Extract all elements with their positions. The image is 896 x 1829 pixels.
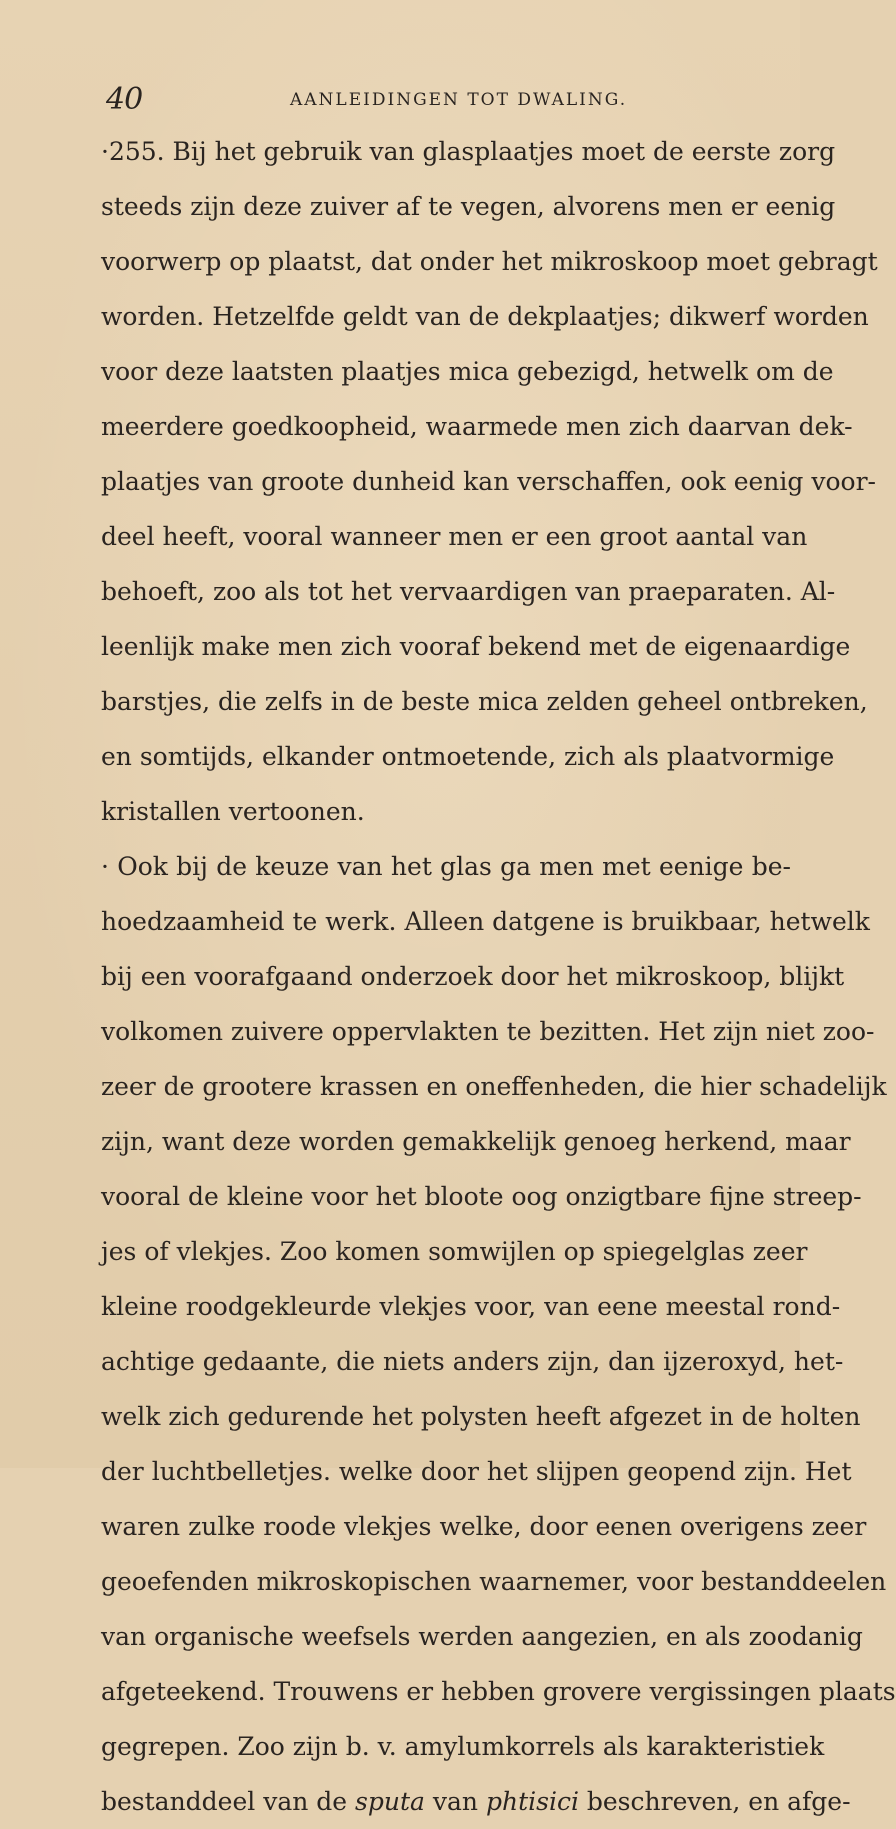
text-line: deel heeft, vooral wanneer men er een groot aantal van [101,522,808,551]
page-header [0,80,800,120]
italic-term-sputa: sputa [355,1787,425,1816]
text-line: afgeteekend. Trouwens er hebben grovere vergissingen plaats [101,1677,896,1706]
text-line: ·255. Bij het gebruik van glasplaatjes moet de eerste zorg [101,137,836,166]
text-line: zijn, want deze worden gemakkelijk genoeg herkend, maar [101,1127,851,1156]
text-line: · Ook bij de keuze van het glas ga men met eenige be- [101,852,791,881]
text-line: jes of vlekjes. Zoo komen somwijlen op spiegelglas zeer [101,1237,808,1266]
paragraph-end-line: kristallen vertoonen. [101,797,365,826]
text-line: van organische weefsels werden aangezien, en als zoodanig [101,1622,863,1651]
text-line: en somtijds, elkander ontmoetende, zich als plaatvormige [101,742,835,771]
text-line: voor deze laatsten plaatjes mica gebezigd, hetwelk om de [101,357,834,386]
text-line: bij een voorafgaand onderzoek door het mikroskoop, blijkt [101,962,845,991]
text-line: worden. Hetzelfde geldt van de dekplaatjes; dikwerf worden [101,302,869,331]
text-line: voorwerp op plaatst, dat onder het mikroskoop moet gebragt [101,247,878,276]
text-line: behoeft, zoo als tot het vervaardigen van praeparaten. Al- [101,577,836,606]
text-line: meerdere goedkoopheid, waarmede men zich daarvan dek- [101,412,853,441]
final-line-segment: beschreven, en afge- [578,1787,851,1816]
text-line: achtige gedaante, die niets anders zijn, dan ijzeroxyd, het- [101,1347,844,1376]
text-line: volkomen zuivere oppervlakten te bezitten. Het zijn niet zoo- [101,1017,875,1046]
text-line: plaatjes van groote dunheid kan verschaffen, ook eenig voor- [101,467,876,496]
text-line: zeer de grootere krassen en oneffenheden, die hier schadelijk [101,1072,887,1101]
text-line: welk zich gedurende het polysten heeft afgezet in de holten [101,1402,861,1431]
text-line: barstjes, die zelfs in de beste mica zelden geheel ontbreken, [101,687,868,716]
final-line-segment: van [424,1787,486,1816]
text-line: waren zulke roode vlekjes welke, door eenen overigens zeer [101,1512,867,1541]
italic-term-phtisici: phtisici [485,1787,579,1816]
text-line: leenlijk make men zich vooraf bekend met de eigenaardige [101,632,851,661]
text-line: geoefenden mikroskopischen waarnemer, voor bestanddeelen [101,1567,887,1596]
text-line: hoedzaamheid te werk. Alleen datgene is bruikbaar, hetwelk [101,907,870,936]
final-line-segment: bestanddeel van de [101,1787,356,1816]
text-line: gegrepen. Zoo zijn b. v. amylumkorrels als karakteristiek [101,1732,825,1761]
text-line-final [101,1774,851,1829]
text-line: der luchtbelletjes. welke door het slijpen geopend zijn. Het [101,1457,852,1486]
text-line: vooral de kleine voor het bloote oog onzigtbare fijne streep- [101,1182,862,1211]
page-number: 40 [106,82,143,117]
text-line: steeds zijn deze zuiver af te vegen, alvorens men er eenig [101,192,836,221]
running-head: AANLEIDINGEN TOT DWALING. [290,90,628,110]
body-text [101,124,896,1829]
text-line: kleine roodgekleurde vlekjes voor, van eene meestal rond- [101,1292,841,1321]
